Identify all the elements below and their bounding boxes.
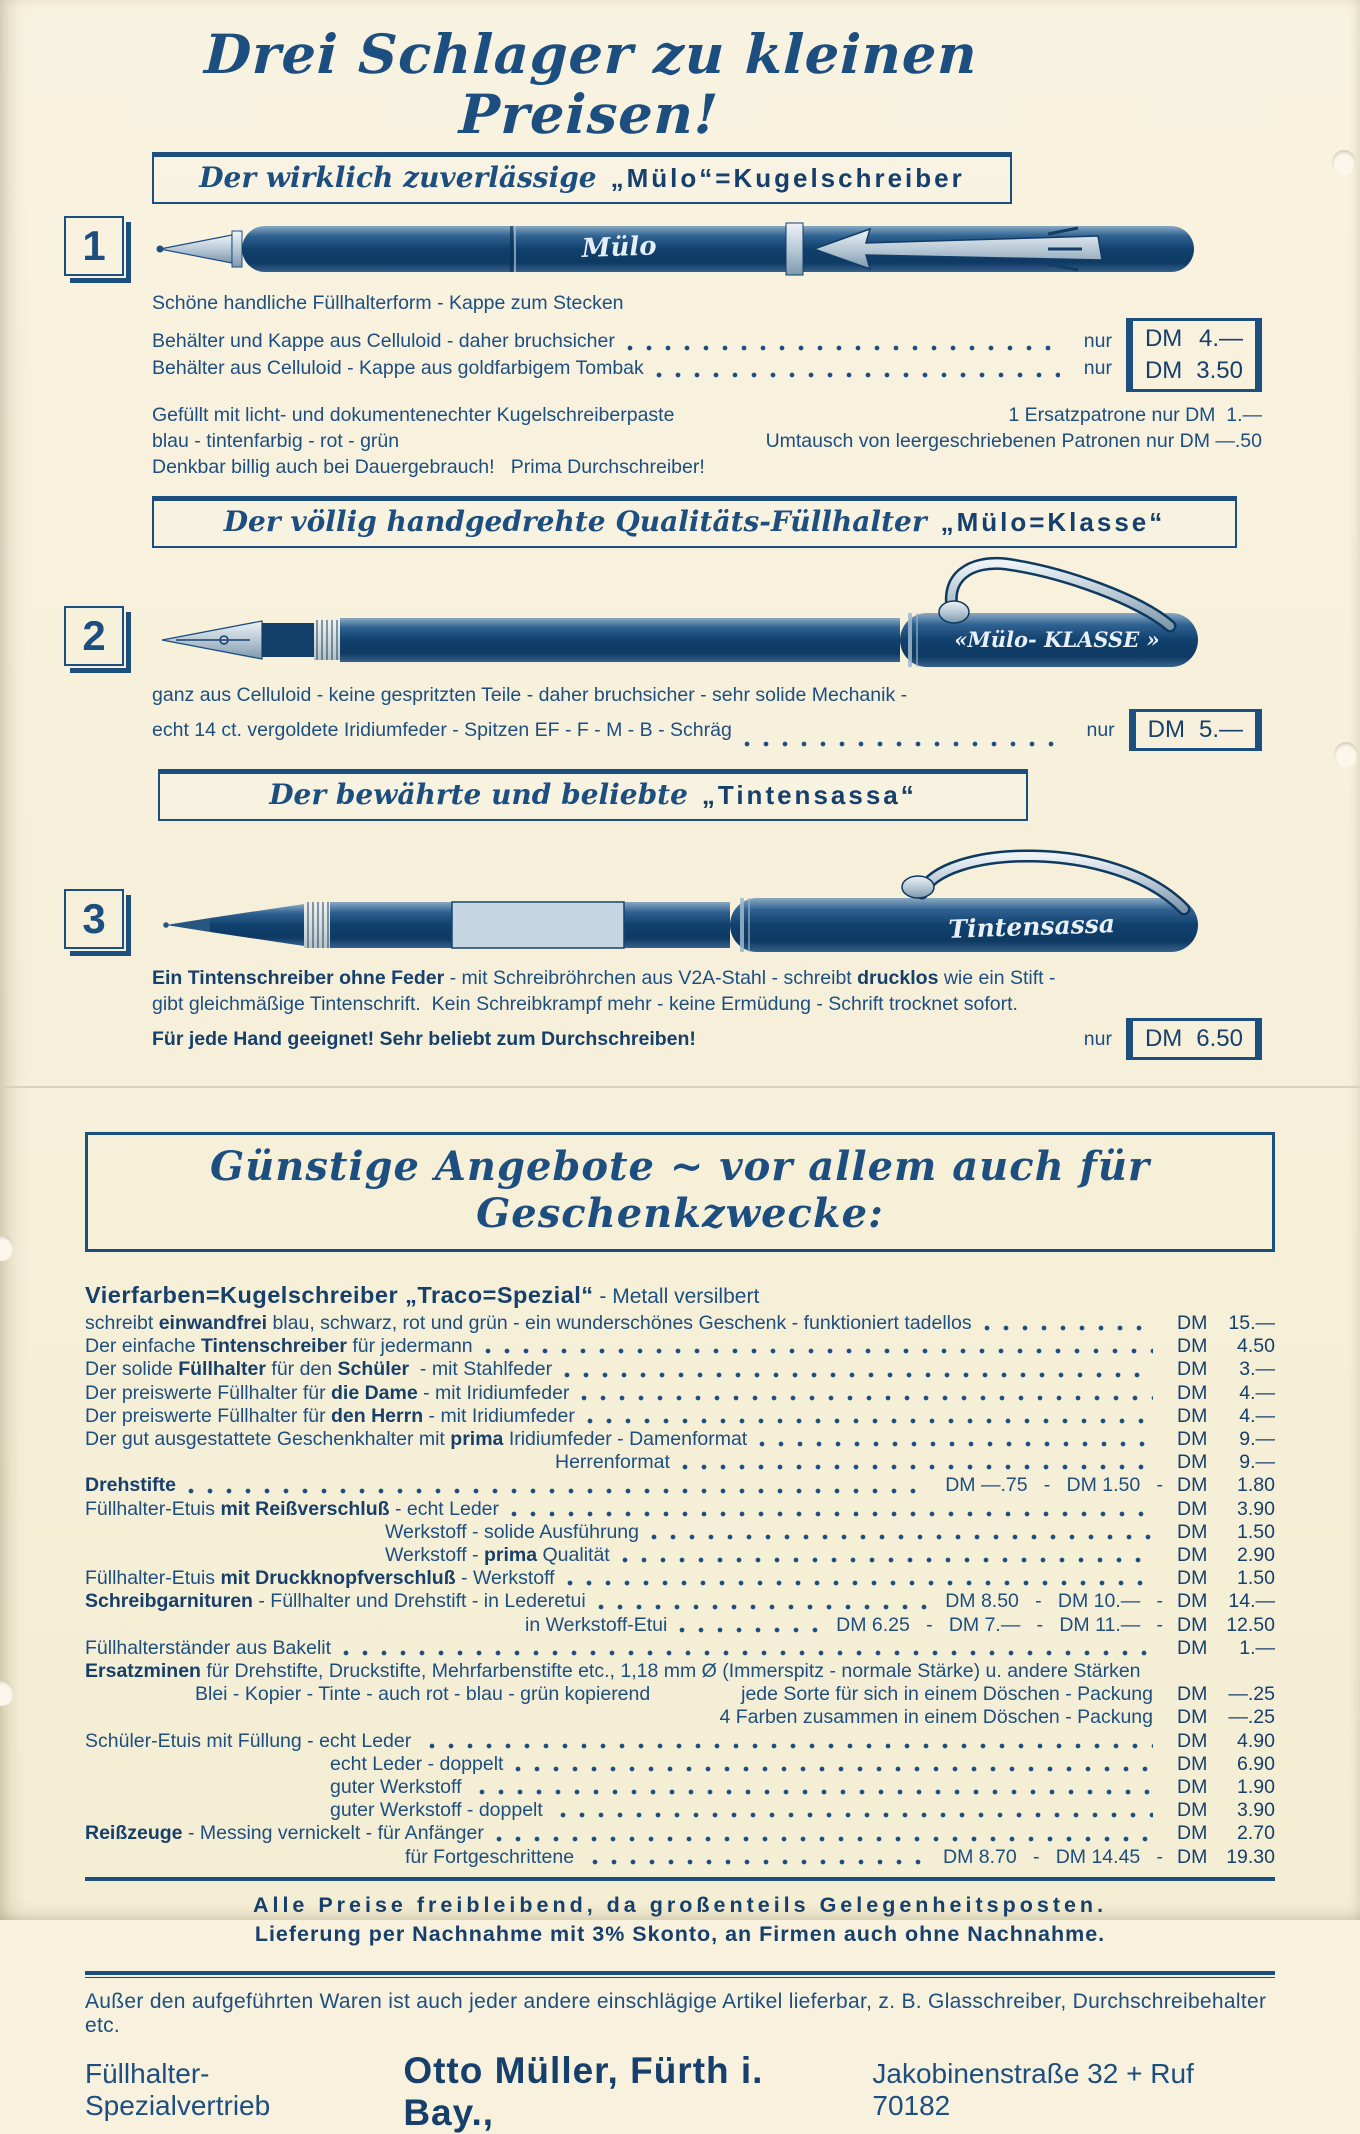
price-box-2 bbox=[1129, 709, 1262, 751]
offers-section bbox=[0, 1132, 1360, 1869]
price-value: 3.50 bbox=[1196, 357, 1243, 384]
dot-leader bbox=[188, 1488, 927, 1494]
price-notice: Alle Preise freibleibend, da großenteils Gelegenheitsposten. bbox=[252, 1892, 1108, 1917]
offer-label: Schüler bbox=[337, 1358, 410, 1381]
banner-product-name: „Tintensassa“ bbox=[701, 780, 917, 810]
offer-label: Der preiswerte Füllhalter für bbox=[85, 1404, 331, 1427]
offer-label: Vierfarben=Kugelschreiber „Traco=Spezial“ bbox=[85, 1282, 594, 1308]
dot-leader bbox=[984, 1325, 1153, 1331]
text: - mit Schreibröhrchen aus V2A-Stahl - schreibt bbox=[444, 967, 858, 989]
section-number: 2 bbox=[82, 612, 106, 659]
currency-label: DM bbox=[1177, 1312, 1208, 1334]
offer-label: Blei - Kopier - Tinte - auch rot - blau - grün kopierend bbox=[195, 1683, 651, 1706]
dot-leader bbox=[598, 1604, 928, 1610]
currency-label: DM bbox=[1147, 716, 1185, 743]
section-number: 3 bbox=[82, 895, 106, 942]
price-box-1 bbox=[1126, 318, 1262, 392]
bold-text: Ein Tintenschreiber ohne Feder bbox=[152, 967, 445, 989]
price bbox=[1177, 1312, 1275, 1335]
dot-leader bbox=[496, 1836, 1153, 1842]
price bbox=[1177, 1753, 1275, 1776]
offer-label: Füllhalter-Etuis bbox=[85, 1567, 221, 1590]
dot-leader bbox=[429, 1743, 1153, 1749]
price-value: 4.90 bbox=[1237, 1729, 1275, 1752]
offer-label: Ersatzminen bbox=[85, 1660, 201, 1683]
intermediate-prices: DM —.75 - DM 1.50 - bbox=[945, 1474, 1163, 1497]
offer-label: echt Leder - doppelt bbox=[330, 1752, 504, 1775]
section2-text: ganz aus Celluloid - keine gespritzten Teile - daher bruchsicher - sehr solide Mechanik - bbox=[152, 684, 908, 706]
offer-row bbox=[85, 1799, 1275, 1822]
price-value: 4.50 bbox=[1237, 1335, 1275, 1358]
offer-row bbox=[85, 1405, 1275, 1428]
currency-label: DM bbox=[1177, 1428, 1208, 1451]
offer-label: prima bbox=[450, 1428, 504, 1451]
price bbox=[1177, 1358, 1275, 1381]
offer-label: Qualität bbox=[537, 1544, 610, 1567]
offer-label: guter Werkstoff - doppelt bbox=[330, 1799, 549, 1822]
price bbox=[1177, 1683, 1275, 1706]
price-value: 19.30 bbox=[1226, 1845, 1275, 1868]
offer-label: schreibt bbox=[85, 1312, 159, 1334]
section1-banner bbox=[152, 152, 1012, 204]
offer-label: - mit Iridiumfeder bbox=[417, 1381, 570, 1404]
price bbox=[1177, 1474, 1275, 1497]
offer-row bbox=[85, 1590, 1275, 1613]
offer-label: Reißzeuge bbox=[85, 1822, 183, 1845]
offer-label: den Herrn bbox=[331, 1404, 424, 1427]
banner-script-text: Der bewährte und beliebte bbox=[269, 778, 688, 811]
para-text: Denkbar billig auch bei Dauergebrauch! Prima Durchschreiber! bbox=[152, 456, 705, 478]
price-value: 3.— bbox=[1239, 1358, 1275, 1381]
intermediate-prices: DM 8.70 - DM 14.45 - bbox=[943, 1845, 1163, 1868]
price bbox=[1177, 1544, 1275, 1567]
price-value: 1.50 bbox=[1237, 1567, 1275, 1590]
dot-leader bbox=[682, 1464, 1153, 1470]
offer-label: Tintenschreiber bbox=[200, 1335, 347, 1358]
page-title: Drei Schlager zu kleinen Preisen! bbox=[203, 22, 979, 146]
offers-banner bbox=[85, 1132, 1275, 1252]
dot-leader bbox=[564, 1372, 1153, 1378]
offer-text: Behälter aus Celluloid - Kappe aus goldfarbigem Tombak bbox=[152, 357, 644, 379]
price bbox=[1177, 1637, 1275, 1660]
fold-line bbox=[0, 1086, 1360, 1088]
pen2-row bbox=[82, 544, 1262, 682]
pen3-row bbox=[82, 823, 1262, 965]
offer-row bbox=[85, 1312, 1275, 1335]
dot-leader bbox=[485, 1348, 1153, 1354]
pen2-brand-label: «Mülo- KLASSE » bbox=[954, 627, 1160, 652]
offer-right-text: jede Sorte für sich in einem Döschen - Packung bbox=[741, 1683, 1153, 1706]
currency-label: DM bbox=[1144, 325, 1183, 352]
currency-label: DM bbox=[1177, 1636, 1208, 1659]
currency-label: DM bbox=[1144, 1025, 1183, 1052]
delivery-notice: Lieferung per Nachnahme mit 3% Skonto, an Firmen auch ohne Nachnahme. bbox=[254, 1921, 1106, 1946]
price bbox=[1177, 1730, 1275, 1753]
number-box-1 bbox=[64, 216, 124, 276]
price-value: 9.— bbox=[1239, 1428, 1275, 1451]
offer-label: - mit Stahlfeder bbox=[409, 1358, 553, 1381]
offer-label: Werkstoff - solide Ausführung bbox=[385, 1520, 639, 1543]
price-value: 15.— bbox=[1228, 1312, 1275, 1334]
divider-rule bbox=[85, 1877, 1275, 1881]
currency-label: DM bbox=[1177, 1404, 1208, 1427]
section-tintensassa bbox=[0, 769, 1360, 1060]
price-value: 1.90 bbox=[1237, 1776, 1275, 1799]
pen-illustration-fountain bbox=[152, 544, 1232, 682]
price-value: 2.90 bbox=[1237, 1544, 1275, 1567]
offer-label: in Werkstoff-Etui bbox=[525, 1613, 668, 1636]
currency-label: DM bbox=[1144, 357, 1183, 384]
currency-label: DM bbox=[1177, 1358, 1208, 1381]
currency-label: DM bbox=[1177, 1567, 1208, 1590]
price bbox=[1177, 1590, 1275, 1613]
currency-label: DM bbox=[1177, 1845, 1208, 1868]
offer-label: Füllhalter-Etuis bbox=[85, 1497, 221, 1520]
offer-heading-row bbox=[85, 1280, 1275, 1312]
nur-label: nur bbox=[1083, 330, 1112, 352]
section3-text: gibt gleichmäßige Tintenschrift. Kein Schreibkrampf mehr - keine Ermüdung - Schrift trocknet sofort. bbox=[152, 993, 1018, 1015]
currency-label: DM bbox=[1177, 1497, 1208, 1520]
number-box-2 bbox=[64, 606, 124, 666]
price bbox=[1177, 1799, 1275, 1822]
offer-text: Behälter und Kappe aus Celluloid - daher bruchsicher bbox=[152, 330, 615, 352]
offers-banner-text: Günstige Angebote ~ vor allem auch für Geschenkzwecke: bbox=[210, 1143, 1150, 1237]
vendor-address bbox=[85, 2050, 1275, 2134]
offer-label: Füllhalterständer aus Bakelit bbox=[85, 1636, 332, 1659]
offer-row bbox=[85, 1822, 1275, 1845]
dot-leader bbox=[651, 1534, 1153, 1540]
offer-row bbox=[85, 1428, 1275, 1451]
nur-label: nur bbox=[1083, 357, 1112, 379]
offer-row bbox=[85, 1706, 1275, 1729]
offer-row bbox=[85, 1544, 1275, 1567]
price-value: 1.80 bbox=[1237, 1474, 1275, 1497]
dot-leader bbox=[759, 1441, 1153, 1447]
price-value: 6.50 bbox=[1196, 1025, 1243, 1052]
extra-items-note: Außer den aufgeführten Waren ist auch jeder andere einschlägige Artikel lieferbar, z. B. Glasschreiber, Durchschreibehalter etc. bbox=[85, 1989, 1267, 2037]
offer-label: mit Druckknopfverschluß bbox=[220, 1567, 456, 1590]
price bbox=[1177, 1706, 1275, 1729]
dot-leader bbox=[343, 1650, 1153, 1656]
pen1-brand-label: Mülo bbox=[581, 231, 658, 264]
currency-label: DM bbox=[1177, 1729, 1208, 1752]
offer-right-text: 4 Farben zusammen in einem Döschen - Packung bbox=[719, 1706, 1153, 1729]
price bbox=[1177, 1521, 1275, 1544]
price-box-3 bbox=[1126, 1018, 1262, 1060]
offer-label: - Messing vernickelt - für Anfänger bbox=[182, 1822, 484, 1845]
para-text: blau - tintenfarbig - rot - grün bbox=[152, 430, 400, 452]
offer-label: prima bbox=[483, 1544, 538, 1567]
price bbox=[1177, 1822, 1275, 1845]
price-value: 1.50 bbox=[1237, 1520, 1275, 1543]
price bbox=[1177, 1846, 1275, 1869]
offer-row bbox=[85, 1498, 1275, 1521]
section-kugelschreiber bbox=[0, 152, 1360, 480]
intermediate-prices: DM 6.25 - DM 7.— - DM 11.— - bbox=[836, 1613, 1163, 1636]
currency-label: DM bbox=[1177, 1474, 1208, 1497]
offer-row bbox=[85, 1753, 1275, 1776]
offer-label: - echt Leder bbox=[389, 1497, 499, 1520]
offer-row bbox=[85, 1474, 1275, 1497]
offer-label: einwandfrei bbox=[158, 1312, 268, 1334]
price bbox=[1177, 1428, 1275, 1451]
offer-label: Der einfache bbox=[85, 1335, 201, 1358]
dot-leader bbox=[479, 1789, 1153, 1795]
banner-product-name: „Mülo“=Kugelschreiber bbox=[610, 163, 965, 193]
dot-leader bbox=[511, 1511, 1153, 1517]
section1-intro: Schöne handliche Füllhalterform - Kappe zum Stecken bbox=[152, 292, 624, 314]
offer-label: Werkstoff - bbox=[385, 1544, 484, 1567]
pen1-row bbox=[82, 208, 1262, 290]
offer-label: Herrenformat bbox=[555, 1451, 670, 1474]
offer-row bbox=[85, 1521, 1275, 1544]
price-value: 2.70 bbox=[1237, 1822, 1275, 1845]
currency-label: DM bbox=[1177, 1590, 1208, 1613]
offer-row bbox=[85, 1358, 1275, 1381]
vendor-role: Füllhalter-Spezialvertrieb bbox=[85, 2057, 271, 2121]
section2-text: echt 14 ct. vergoldete Iridiumfeder - Spitzen EF - F - M - B - Schräg bbox=[152, 718, 732, 741]
price bbox=[1177, 1451, 1275, 1474]
para-text: 1 Ersatzpatrone nur DM 1.— bbox=[1008, 404, 1262, 426]
dot-leader bbox=[581, 1395, 1153, 1401]
offer-label: - Werkstoff bbox=[455, 1567, 555, 1590]
price bbox=[1177, 1614, 1275, 1637]
currency-label: DM bbox=[1177, 1613, 1208, 1636]
currency-label: DM bbox=[1177, 1822, 1208, 1845]
price bbox=[1177, 1382, 1275, 1405]
banner-script-text: Der wirklich zuverlässige bbox=[199, 161, 597, 194]
price bbox=[1177, 1335, 1275, 1358]
price-value: 12.50 bbox=[1226, 1613, 1275, 1636]
offer-label: für Drehstifte, Druckstifte, Mehrfarbenstifte etc., 1,18 mm Ø (Immerspitz - normale Stärke) u. andere Stärken bbox=[200, 1660, 1141, 1683]
dot-leader bbox=[627, 345, 1060, 351]
section-number: 1 bbox=[82, 222, 106, 269]
section3-price-line bbox=[152, 1018, 1262, 1060]
offer-row bbox=[85, 1567, 1275, 1590]
offer-label: Drehstifte bbox=[85, 1474, 177, 1497]
dot-leader bbox=[592, 1859, 926, 1865]
price-value: 4.— bbox=[1198, 325, 1243, 352]
dot-leader bbox=[622, 1557, 1153, 1563]
banner-product-name: „Mülo=Klasse“ bbox=[940, 507, 1166, 537]
intermediate-prices: DM 8.50 - DM 10.— - bbox=[945, 1590, 1163, 1613]
offer-line bbox=[152, 355, 1126, 382]
bold-text: Für jede Hand geeignet! Sehr beliebt zum Durchschreiben! bbox=[152, 1027, 696, 1050]
offer-label: blau, schwarz, rot und grün - ein wunderschönes Geschenk - funktioniert tadellos bbox=[267, 1312, 972, 1334]
offer-row bbox=[85, 1335, 1275, 1358]
dot-leader bbox=[560, 1812, 1153, 1818]
currency-label: DM bbox=[1177, 1752, 1208, 1775]
currency-label: DM bbox=[1177, 1776, 1208, 1799]
offer-label: Der preiswerte Füllhalter für bbox=[85, 1381, 331, 1404]
price-value: 14.— bbox=[1228, 1590, 1275, 1613]
currency-label: DM bbox=[1177, 1451, 1208, 1474]
offer-row bbox=[85, 1382, 1275, 1405]
offer-label: - Metall versilbert bbox=[593, 1285, 760, 1308]
dot-leader bbox=[656, 372, 1060, 378]
section2-banner bbox=[152, 496, 1237, 548]
price-value: 9.— bbox=[1239, 1451, 1275, 1474]
price bbox=[1177, 1405, 1275, 1428]
offer-row bbox=[85, 1660, 1275, 1683]
currency-label: DM bbox=[1177, 1706, 1208, 1729]
bold-text: drucklos bbox=[857, 967, 939, 989]
price-value: 3.90 bbox=[1237, 1799, 1275, 1822]
pen3-brand-label: Tintensassa bbox=[947, 909, 1116, 944]
banner-script-text: Der völlig handgedrehte Qualitäts-Füllhalter bbox=[223, 505, 927, 538]
dot-leader bbox=[744, 741, 1063, 747]
offer-row bbox=[85, 1637, 1275, 1660]
offer-label: Der solide bbox=[85, 1358, 179, 1381]
offer-label: - Füllhalter und Drehstift - in Lederetui bbox=[252, 1590, 586, 1613]
price-value: 5.— bbox=[1198, 716, 1243, 743]
nur-label: nur bbox=[1086, 718, 1115, 741]
para-text: Umtausch von leergeschriebenen Patronen nur DM —.50 bbox=[765, 430, 1262, 452]
number-box-3 bbox=[64, 889, 124, 949]
section3-banner bbox=[158, 769, 1028, 821]
offers-list bbox=[85, 1280, 1275, 1869]
offer-row bbox=[85, 1730, 1275, 1753]
currency-label: DM bbox=[1177, 1335, 1208, 1358]
currency-label: DM bbox=[1177, 1520, 1208, 1543]
vendor-street: Jakobinenstraße 32 + Ruf 70182 bbox=[872, 2057, 1194, 2121]
offer-line bbox=[152, 328, 1126, 355]
offer-label: für jedermann bbox=[346, 1335, 473, 1358]
offer-label: die Dame bbox=[331, 1381, 418, 1404]
offer-row bbox=[85, 1846, 1275, 1869]
offer-label: guter Werkstoff bbox=[330, 1776, 467, 1799]
price bbox=[1177, 1567, 1275, 1590]
offer-label: Füllhalter bbox=[178, 1358, 266, 1381]
offer-row bbox=[85, 1614, 1275, 1637]
nur-label: nur bbox=[1083, 1027, 1112, 1050]
para-text: Gefüllt mit licht- und dokumentenechter Kugelschreiberpaste bbox=[152, 404, 675, 426]
double-rule bbox=[85, 1971, 1275, 1978]
price bbox=[1177, 1776, 1275, 1799]
currency-label: DM bbox=[1177, 1381, 1208, 1404]
price-value: 4.— bbox=[1239, 1404, 1275, 1427]
offer-row bbox=[85, 1683, 1275, 1706]
section1-paragraph bbox=[152, 402, 1262, 480]
price-value: 3.90 bbox=[1237, 1497, 1275, 1520]
currency-label: DM bbox=[1177, 1799, 1208, 1822]
currency-label: DM bbox=[1177, 1683, 1208, 1706]
section2-price-line bbox=[152, 709, 1262, 751]
offer-label: für den bbox=[265, 1358, 338, 1381]
offer-label: Schreibgarnituren bbox=[85, 1590, 253, 1613]
vendor-name: Otto Müller, Fürth i. Bay., bbox=[403, 2049, 764, 2133]
offer-label: mit Reißverschluß bbox=[220, 1497, 390, 1520]
price-value: 4.— bbox=[1239, 1381, 1275, 1404]
offer-label: für Fortgeschrittene bbox=[405, 1845, 580, 1868]
offer-label: - mit Iridiumfeder bbox=[423, 1404, 575, 1427]
text: wie ein Stift - bbox=[938, 967, 1056, 989]
offer-row bbox=[85, 1451, 1275, 1474]
price-value: 6.90 bbox=[1237, 1752, 1275, 1775]
offer-label: Schüler-Etuis mit Füllung - echt Leder bbox=[85, 1729, 417, 1752]
price-value: —.25 bbox=[1228, 1683, 1275, 1706]
price-value: —.25 bbox=[1228, 1706, 1275, 1729]
section1-offers bbox=[152, 318, 1262, 392]
section-fuellhalter bbox=[0, 496, 1360, 751]
pen-illustration-stylograph bbox=[152, 823, 1232, 965]
section3-text bbox=[152, 965, 1262, 991]
dot-leader bbox=[515, 1766, 1153, 1772]
offer-label: Der gut ausgestattete Geschenkhalter mit bbox=[85, 1428, 451, 1451]
dot-leader bbox=[567, 1580, 1153, 1586]
pen-illustration-ballpoint bbox=[152, 208, 1232, 290]
offer-row bbox=[85, 1776, 1275, 1799]
currency-label: DM bbox=[1177, 1544, 1208, 1567]
dot-leader bbox=[587, 1418, 1153, 1424]
price bbox=[1177, 1498, 1275, 1521]
offer-label: Iridiumfeder - Damenformat bbox=[503, 1428, 748, 1451]
price-value: 1.— bbox=[1239, 1636, 1275, 1659]
dot-leader bbox=[679, 1627, 818, 1633]
